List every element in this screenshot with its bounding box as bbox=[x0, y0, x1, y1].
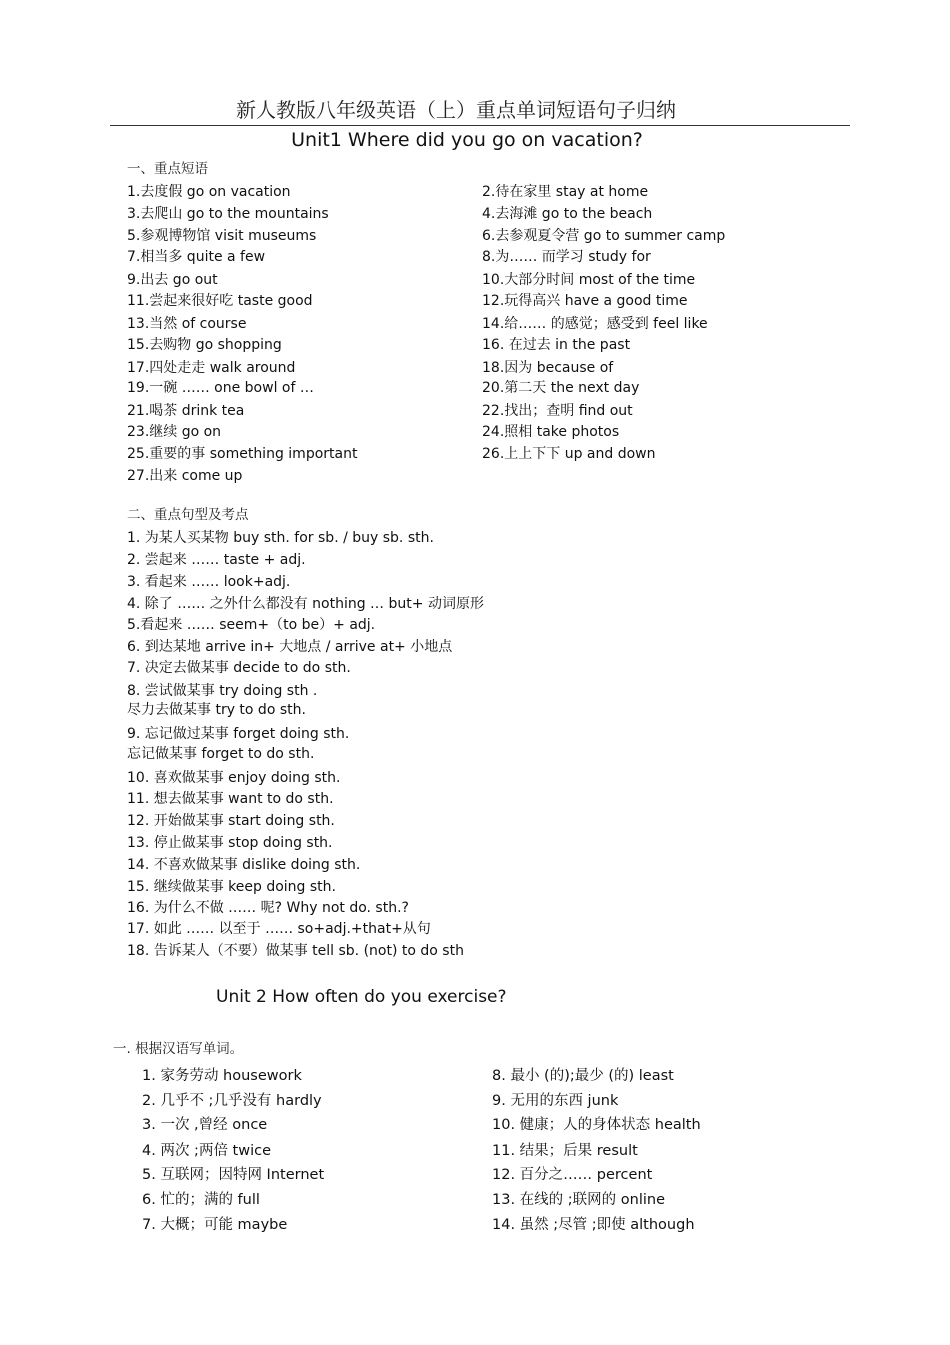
list-item: 18. 告诉某人（不要）做某事 tell sb. (not) to do sth bbox=[127, 943, 464, 959]
list-item: 5. 互联网；因特网 Internet bbox=[142, 1167, 325, 1183]
list-item: 27.出来 come up bbox=[127, 468, 243, 484]
list-item: 5.参观博物馆 visit museums bbox=[127, 228, 317, 244]
unit2-title: Unit 2 How often do you exercise? bbox=[216, 987, 507, 1007]
list-item: 14. 虽然 ;尽管 ;即使 although bbox=[492, 1217, 695, 1233]
list-item: 3.去爬山 go to the mountains bbox=[127, 206, 329, 222]
list-item: 18.因为 because of bbox=[482, 360, 614, 376]
list-item: 6. 忙的；满的 full bbox=[142, 1192, 260, 1208]
list-item: 1. 为某人买某物 buy sth. for sb. / buy sb. sth. bbox=[127, 530, 434, 546]
list-item: 1. 家务劳动 housework bbox=[142, 1068, 302, 1084]
list-item: 4. 两次 ;两倍 twice bbox=[142, 1143, 272, 1159]
document-title: 新人教版八年级英语（上）重点单词短语句子归纳 bbox=[236, 98, 676, 122]
list-item: 8. 尝试做某事 try doing sth . bbox=[127, 683, 318, 699]
list-item: 9. 忘记做过某事 forget doing sth. bbox=[127, 726, 350, 742]
list-item: 13.当然 of course bbox=[127, 316, 247, 332]
list-item: 5.看起来 …… seem+（to be）+ adj. bbox=[127, 617, 376, 633]
list-item: 13. 在线的 ;联网的 online bbox=[492, 1192, 666, 1208]
list-item: 24.照相 take photos bbox=[482, 424, 620, 440]
list-item: 21.喝茶 drink tea bbox=[127, 403, 245, 419]
list-item: 17.四处走走 walk around bbox=[127, 360, 296, 376]
list-item: 25.重要的事 something important bbox=[127, 446, 358, 462]
list-item: 13. 停止做某事 stop doing sth. bbox=[127, 835, 333, 851]
list-item: 2. 尝起来 …… taste + adj. bbox=[127, 552, 306, 568]
list-item: 9.出去 go out bbox=[127, 272, 218, 288]
list-item: 8.为…… 而学习 study for bbox=[482, 249, 651, 265]
list-item: 3. 看起来 …… look+adj. bbox=[127, 574, 291, 590]
list-item: 2.待在家里 stay at home bbox=[482, 184, 649, 200]
list-item: 7.相当多 quite a few bbox=[127, 249, 266, 265]
list-item: 7. 大概；可能 maybe bbox=[142, 1217, 288, 1233]
list-item: 23.继续 go on bbox=[127, 424, 222, 440]
list-item: 12. 开始做某事 start doing sth. bbox=[127, 813, 335, 829]
list-item: 11.尝起来很好吃 taste good bbox=[127, 293, 313, 309]
list-item: 4. 除了 …… 之外什么都没有 nothing … but+ 动词原形 bbox=[127, 596, 484, 612]
list-item: 1.去度假 go on vacation bbox=[127, 184, 291, 200]
list-item: 11. 想去做某事 want to do sth. bbox=[127, 791, 334, 807]
list-item: 7. 决定去做某事 decide to do sth. bbox=[127, 660, 351, 676]
list-item: 6.去参观夏令营 go to summer camp bbox=[482, 228, 726, 244]
unit2-words-heading: 一. 根据汉语写单词。 bbox=[113, 1041, 244, 1057]
list-item: 8. 最小 (的);最少 (的) least bbox=[492, 1068, 674, 1084]
title-rule bbox=[110, 125, 850, 126]
list-item: 6. 到达某地 arrive in+ 大地点 / arrive at+ 小地点 bbox=[127, 639, 453, 655]
list-item: 14. 不喜欢做某事 dislike doing sth. bbox=[127, 857, 361, 873]
list-item: 忘记做某事 forget to do sth. bbox=[127, 746, 315, 762]
unit1-phrases-heading: 一、重点短语 bbox=[127, 161, 208, 177]
list-item: 20.第二天 the next day bbox=[482, 380, 640, 396]
list-item: 3. 一次 ,曾经 once bbox=[142, 1117, 268, 1133]
list-item: 12.玩得高兴 have a good time bbox=[482, 293, 688, 309]
list-item: 尽力去做某事 try to do sth. bbox=[127, 702, 306, 718]
unit1-title: Unit1 Where did you go on vacation? bbox=[291, 129, 643, 151]
list-item: 9. 无用的东西 junk bbox=[492, 1093, 619, 1109]
list-item: 2. 几乎不 ;几乎没有 hardly bbox=[142, 1093, 322, 1109]
list-item: 4.去海滩 go to the beach bbox=[482, 206, 653, 222]
list-item: 12. 百分之…… percent bbox=[492, 1167, 653, 1183]
list-item: 15.去购物 go shopping bbox=[127, 337, 282, 353]
list-item: 10. 健康；人的身体状态 health bbox=[492, 1117, 701, 1133]
list-item: 11. 结果；后果 result bbox=[492, 1143, 638, 1159]
unit1-patterns-heading: 二、重点句型及考点 bbox=[127, 507, 249, 523]
list-item: 22.找出；查明 find out bbox=[482, 403, 633, 419]
list-item: 10.大部分时间 most of the time bbox=[482, 272, 696, 288]
list-item: 19.一碗 …… one bowl of … bbox=[127, 380, 314, 396]
list-item: 15. 继续做某事 keep doing sth. bbox=[127, 879, 336, 895]
list-item: 10. 喜欢做某事 enjoy doing sth. bbox=[127, 770, 341, 786]
list-item: 14.给…… 的感觉；感受到 feel like bbox=[482, 316, 708, 332]
list-item: 17. 如此 …… 以至于 …… so+adj.+that+从句 bbox=[127, 921, 431, 937]
list-item: 26.上上下下 up and down bbox=[482, 446, 656, 462]
list-item: 16. 在过去 in the past bbox=[482, 337, 631, 353]
list-item: 16. 为什么不做 …… 呢? Why not do. sth.? bbox=[127, 900, 409, 916]
